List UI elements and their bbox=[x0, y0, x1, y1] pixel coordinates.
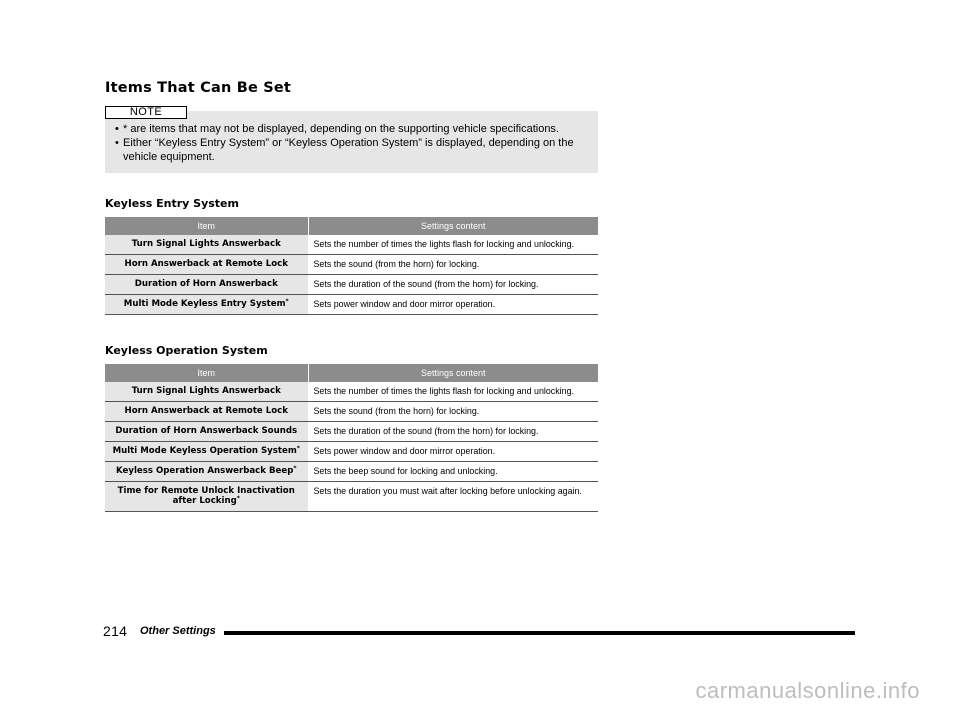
content-cell: Sets the number of times the lights flash for locking and unlocking. bbox=[308, 235, 598, 255]
column-header-settings-content: Settings content bbox=[308, 364, 598, 382]
page-section-label: Other Settings bbox=[140, 625, 216, 637]
item-name: Turn Signal Lights Answerback bbox=[131, 239, 281, 249]
table-row bbox=[105, 382, 598, 402]
page-title: Items That Can Be Set bbox=[105, 80, 292, 96]
item-name: Multi Mode Keyless Entry System bbox=[123, 299, 286, 309]
item-name: Time for Remote Unlock Inactivation after Locking bbox=[117, 486, 295, 506]
content-cell: Sets the beep sound for locking and unlocking. bbox=[308, 462, 598, 482]
keyless-entry-table bbox=[105, 217, 598, 315]
item-name: Duration of Horn Answerback Sounds bbox=[115, 426, 298, 436]
bullet-icon: • bbox=[115, 137, 119, 149]
content-cell: Sets the sound (from the horn) for locking. bbox=[308, 402, 598, 422]
content-cell: Sets power window and door mirror operation. bbox=[308, 442, 598, 462]
content-cell: Sets power window and door mirror operation. bbox=[308, 295, 598, 315]
content-cell: Sets the duration of the sound (from the horn) for locking. bbox=[308, 275, 598, 295]
table-row bbox=[105, 422, 598, 442]
asterisk-mark: * bbox=[293, 465, 297, 472]
table-row bbox=[105, 275, 598, 295]
table-row bbox=[105, 482, 598, 512]
item-name: Horn Answerback at Remote Lock bbox=[124, 406, 288, 416]
column-header-settings-content: Settings content bbox=[308, 217, 598, 235]
table-header-row bbox=[105, 217, 598, 235]
item-cell bbox=[105, 382, 308, 402]
footer-rule bbox=[224, 631, 855, 635]
content-cell: Sets the sound (from the horn) for locking. bbox=[308, 255, 598, 275]
item-name: Keyless Operation Answerback Beep bbox=[116, 466, 294, 476]
item-cell bbox=[105, 295, 308, 315]
note-box bbox=[105, 111, 598, 173]
note-item bbox=[115, 137, 588, 164]
content-cell: Sets the duration of the sound (from the horn) for locking. bbox=[308, 422, 598, 442]
column-header-item: Item bbox=[105, 364, 308, 382]
asterisk-mark: * bbox=[236, 495, 240, 502]
content-cell: Sets the number of times the lights flash for locking and unlocking. bbox=[308, 382, 598, 402]
item-cell bbox=[105, 275, 308, 295]
table-row bbox=[105, 235, 598, 255]
asterisk-mark: * bbox=[285, 298, 289, 305]
item-cell bbox=[105, 402, 308, 422]
content-cell: Sets the duration you must wait after locking before unlocking again. bbox=[308, 482, 598, 512]
item-name: Multi Mode Keyless Operation System bbox=[112, 446, 297, 456]
section-heading-keyless-entry: Keyless Entry System bbox=[105, 197, 239, 210]
note-item bbox=[115, 123, 588, 137]
item-name: Horn Answerback at Remote Lock bbox=[124, 259, 288, 269]
item-cell bbox=[105, 442, 308, 462]
column-header-item: Item bbox=[105, 217, 308, 235]
note-text: Either “Keyless Entry System” or “Keyless Operation System” is displayed, depending on the vehicle equipment. bbox=[123, 137, 574, 163]
table-header-row bbox=[105, 364, 598, 382]
item-cell bbox=[105, 235, 308, 255]
asterisk-mark: * bbox=[296, 445, 300, 452]
table-row bbox=[105, 402, 598, 422]
item-name: Turn Signal Lights Answerback bbox=[131, 386, 281, 396]
item-cell bbox=[105, 462, 308, 482]
item-cell bbox=[105, 482, 308, 512]
table-row bbox=[105, 295, 598, 315]
item-cell bbox=[105, 255, 308, 275]
table-row bbox=[105, 255, 598, 275]
keyless-operation-table bbox=[105, 364, 598, 512]
table-row bbox=[105, 462, 598, 482]
watermark: carmanualsonline.info bbox=[695, 678, 920, 703]
table-row bbox=[105, 442, 598, 462]
item-name: Duration of Horn Answerback bbox=[134, 279, 278, 289]
note-label: NOTE bbox=[105, 106, 187, 119]
item-cell bbox=[105, 422, 308, 442]
bullet-icon: • bbox=[115, 123, 119, 135]
page-number: 214 bbox=[103, 623, 128, 639]
section-heading-keyless-operation: Keyless Operation System bbox=[105, 344, 268, 357]
note-text: * are items that may not be displayed, depending on the supporting vehicle specifications. bbox=[123, 123, 559, 135]
